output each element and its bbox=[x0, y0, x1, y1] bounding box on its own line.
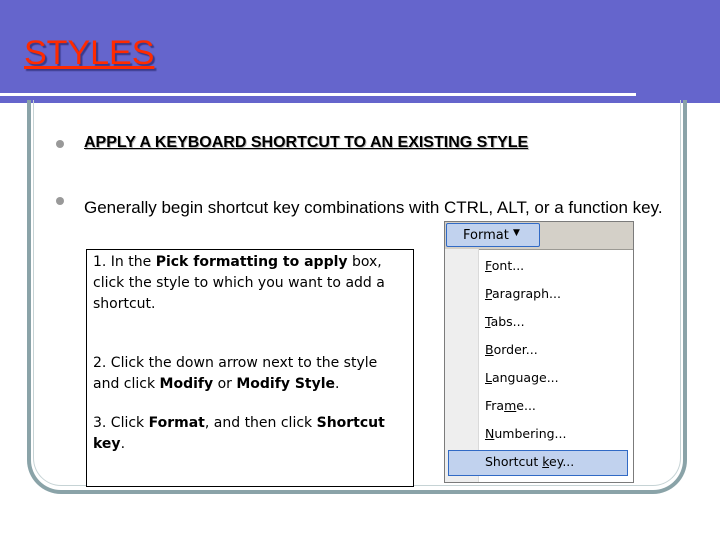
step-2-bold-modify: Modify bbox=[159, 376, 214, 392]
step-1-text: 1. In the bbox=[93, 254, 156, 270]
menu-item-frame[interactable]: Frame... bbox=[485, 398, 536, 413]
format-menu-button-label: Format bbox=[463, 228, 509, 243]
step-3-mid: , and then click bbox=[204, 415, 317, 431]
step-3-bold-format: Format bbox=[148, 415, 205, 431]
menu-item-paragraph[interactable]: Paragraph... bbox=[485, 286, 561, 301]
bullet-text-1: APPLY A KEYBOARD SHORTCUT TO AN EXISTING STYLE bbox=[84, 134, 529, 151]
dropdown-arrow-icon: ▼ bbox=[513, 228, 520, 238]
bullet-dot-2 bbox=[56, 197, 64, 205]
menu-item-shortcut-key-label[interactable]: Shortcut key... bbox=[485, 454, 575, 469]
menu-item-font[interactable]: Font... bbox=[485, 258, 525, 273]
bullet-dot-1 bbox=[56, 140, 64, 148]
step-1-bold: Pick formatting to apply bbox=[155, 254, 348, 270]
menu-item-tabs[interactable]: Tabs... bbox=[485, 314, 525, 329]
bullet-text-2: Generally begin shortcut key combinations with CTRL, ALT, or a function key. bbox=[84, 198, 663, 217]
menu-item-border[interactable]: Border... bbox=[485, 342, 538, 357]
title-underline-rule bbox=[0, 93, 636, 96]
menu-screenshot-border bbox=[444, 221, 634, 483]
steps-textbox bbox=[86, 249, 414, 487]
step-2-bold-modify-style: Modify Style bbox=[236, 376, 336, 392]
step-3 bbox=[93, 413, 407, 455]
step-2-or: or bbox=[213, 376, 237, 392]
step-3-text: 3. Click bbox=[93, 415, 149, 431]
step-3-bold-shortcut: Shortcut key bbox=[93, 415, 385, 452]
step-3-period: . bbox=[120, 436, 126, 452]
step-2-text: 2. Click the down arrow next to the style and click bbox=[93, 355, 378, 392]
menu-item-numbering[interactable]: Numbering... bbox=[485, 426, 567, 441]
step-2-period: . bbox=[335, 376, 340, 392]
step-1 bbox=[93, 252, 407, 315]
step-1-text-end: box, click the style to which you want to add a shortcut. bbox=[93, 254, 385, 312]
menu-item-language[interactable]: Language... bbox=[485, 370, 559, 385]
step-2 bbox=[93, 353, 407, 395]
slide-title: STYLES bbox=[24, 34, 155, 72]
